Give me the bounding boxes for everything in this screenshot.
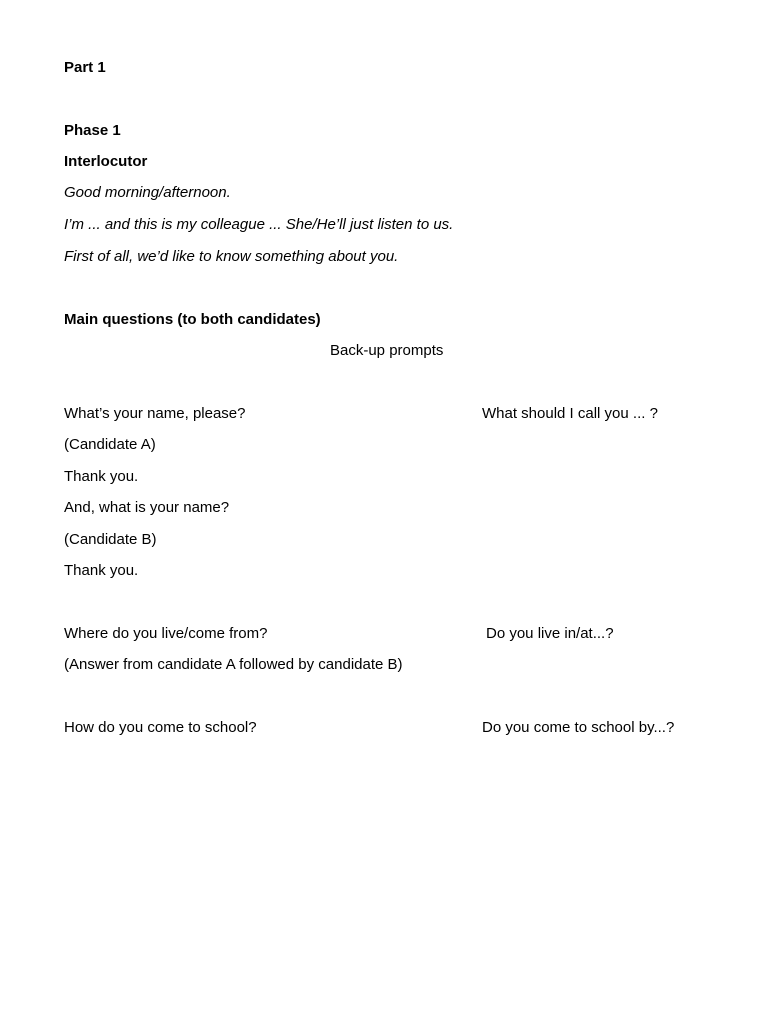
intro-line-1: Good morning/afternoon. — [64, 184, 231, 201]
phase-heading: Phase 1 — [64, 122, 121, 139]
candidate-b-label: (Candidate B) — [64, 531, 157, 548]
prompt-call-you: What should I call you ... ? — [482, 405, 658, 422]
prompt-school: Do you come to school by...? — [482, 719, 675, 736]
intro-line-3: First of all, we’d like to know something about you. — [64, 248, 399, 265]
intro-line-2: I’m ... and this is my colleague ... She/He’ll just listen to us. — [64, 216, 454, 233]
question-name-b: And, what is your name? — [64, 499, 230, 516]
prompt-live: Do you live in/at...? — [486, 625, 614, 642]
backup-prompts-heading: Back-up prompts — [330, 342, 444, 359]
candidate-a-label: (Candidate A) — [64, 436, 156, 453]
main-questions-heading: Main questions (to both candidates) — [64, 311, 321, 328]
answer-order-note: (Answer from candidate A followed by candidate B) — [64, 656, 403, 673]
thank-you-2: Thank you. — [64, 562, 139, 579]
part-heading: Part 1 — [64, 59, 106, 76]
question-name: What’s your name, please? — [64, 405, 246, 422]
thank-you-1: Thank you. — [64, 468, 139, 485]
interlocutor-heading: Interlocutor — [64, 153, 148, 170]
question-live: Where do you live/come from? — [64, 625, 268, 642]
question-school: How do you come to school? — [64, 719, 257, 736]
